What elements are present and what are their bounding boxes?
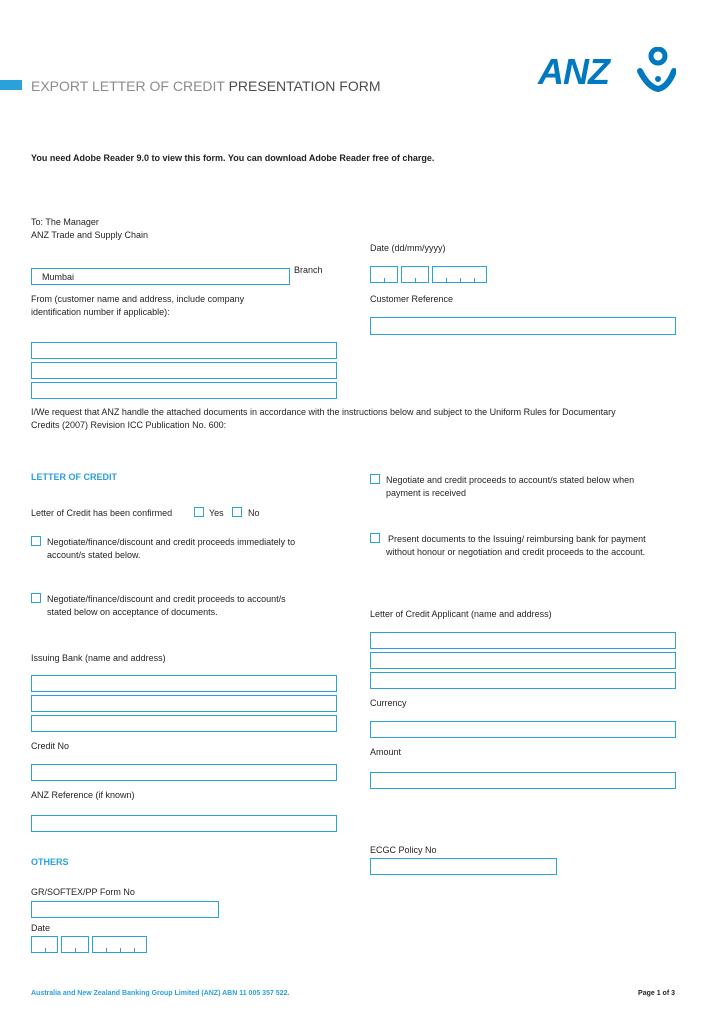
form-title xyxy=(31,77,381,95)
opt-payment-received-line-1: Negotiate and credit proceeds to account/s stated below when xyxy=(386,475,635,485)
adobe-reader-notice: You need Adobe Reader 9.0 to view this form. You can download Adobe Reader free of charge. xyxy=(31,153,435,163)
others-date-day-field[interactable] xyxy=(31,936,58,953)
opt-immediate-line-2: account/s stated below. xyxy=(47,550,141,560)
issuing-bank-field-3[interactable] xyxy=(31,715,337,732)
branch-label: Branch xyxy=(294,265,323,275)
from-address-field-1[interactable] xyxy=(31,342,337,359)
from-label-line-1: From (customer name and address, include company xyxy=(31,294,245,304)
opt-acceptance-line-2: stated below on acceptance of documents. xyxy=(47,607,218,617)
applicant-field-2[interactable] xyxy=(370,652,676,669)
date-label: Date (dd/mm/yyyy) xyxy=(370,243,446,253)
opt-acceptance-line-1: Negotiate/finance/discount and credit proceeds to account/s xyxy=(47,594,286,604)
amount-label: Amount xyxy=(370,747,402,757)
opt-present-documents-checkbox[interactable] xyxy=(370,533,380,543)
footer-company: Australia and New Zealand Banking Group Limited (ANZ) ABN 11 005 357 522. xyxy=(31,990,290,997)
confirmed-no-checkbox[interactable] xyxy=(232,507,242,517)
currency-label: Currency xyxy=(370,698,407,708)
form-title-light: EXPORT LETTER OF CREDIT xyxy=(31,78,229,94)
others-date-year-field[interactable] xyxy=(92,936,147,953)
anz-logo-text: ANZ xyxy=(538,51,609,92)
issuing-bank-label: Issuing Bank (name and address) xyxy=(31,653,166,663)
form-title-dark: PRESENTATION FORM xyxy=(228,78,381,94)
confirmed-yes-checkbox[interactable] xyxy=(194,507,204,517)
applicant-label: Letter of Credit Applicant (name and address) xyxy=(370,609,552,619)
date-month-field[interactable] xyxy=(401,266,429,283)
anz-logo xyxy=(538,47,678,93)
customer-reference-label: Customer Reference xyxy=(370,294,454,304)
branch-value: Mumbai xyxy=(42,272,75,282)
branch-field[interactable] xyxy=(31,268,290,285)
header-accent-bar xyxy=(0,80,22,90)
opt-present-documents-line-1: Present documents to the Issuing/ reimbursing bank for payment xyxy=(388,534,646,544)
to-line-1: To: The Manager xyxy=(31,217,99,227)
anz-people-icon xyxy=(636,47,676,93)
opt-immediate-checkbox[interactable] xyxy=(31,536,41,546)
from-address-field-3[interactable] xyxy=(31,382,337,399)
customer-reference-field[interactable] xyxy=(370,317,676,335)
others-date-label: Date xyxy=(31,923,51,933)
applicant-field-1[interactable] xyxy=(370,632,676,649)
date-day-field[interactable] xyxy=(370,266,398,283)
date-year-field[interactable] xyxy=(432,266,487,283)
credit-no-field[interactable] xyxy=(31,764,337,781)
opt-present-documents-line-2: without honour or negotiation and credit proceeds to the account. xyxy=(386,547,646,557)
credit-no-label: Credit No xyxy=(31,741,70,751)
gr-softex-field[interactable] xyxy=(31,901,219,918)
confirmed-label: Letter of Credit has been confirmed xyxy=(31,508,173,518)
gr-softex-label: GR/SOFTEX/PP Form No xyxy=(31,887,135,897)
amount-field[interactable] xyxy=(370,772,676,789)
anz-reference-label: ANZ Reference (if known) xyxy=(31,790,135,800)
ecgc-label: ECGC Policy No xyxy=(370,845,437,855)
request-line-2: Credits (2007) Revision ICC Publication No. 600: xyxy=(31,420,227,430)
anz-reference-field[interactable] xyxy=(31,815,337,832)
from-label-line-2: identification number if applicable): xyxy=(31,307,170,317)
confirmed-yes-label: Yes xyxy=(209,508,224,518)
others-date-month-field[interactable] xyxy=(61,936,89,953)
issuing-bank-field-2[interactable] xyxy=(31,695,337,712)
opt-payment-received-checkbox[interactable] xyxy=(370,474,380,484)
opt-payment-received-line-2: payment is received xyxy=(386,488,467,498)
to-line-2: ANZ Trade and Supply Chain xyxy=(31,230,149,240)
letter-of-credit-heading: LETTER OF CREDIT xyxy=(31,472,117,482)
opt-immediate-line-1: Negotiate/finance/discount and credit proceeds immediately to xyxy=(47,537,296,547)
from-address-field-2[interactable] xyxy=(31,362,337,379)
request-line-1: I/We request that ANZ handle the attached documents in accordance with the instructions below and subject to the Uniform Rules for Documentary xyxy=(31,407,616,417)
confirmed-no-label: No xyxy=(248,508,260,518)
ecgc-field[interactable] xyxy=(370,858,557,875)
opt-acceptance-checkbox[interactable] xyxy=(31,593,41,603)
applicant-field-3[interactable] xyxy=(370,672,676,689)
currency-field[interactable] xyxy=(370,721,676,738)
footer-page-number: Page 1 of 3 xyxy=(638,990,675,997)
issuing-bank-field-1[interactable] xyxy=(31,675,337,692)
others-heading: OTHERS xyxy=(31,857,69,867)
